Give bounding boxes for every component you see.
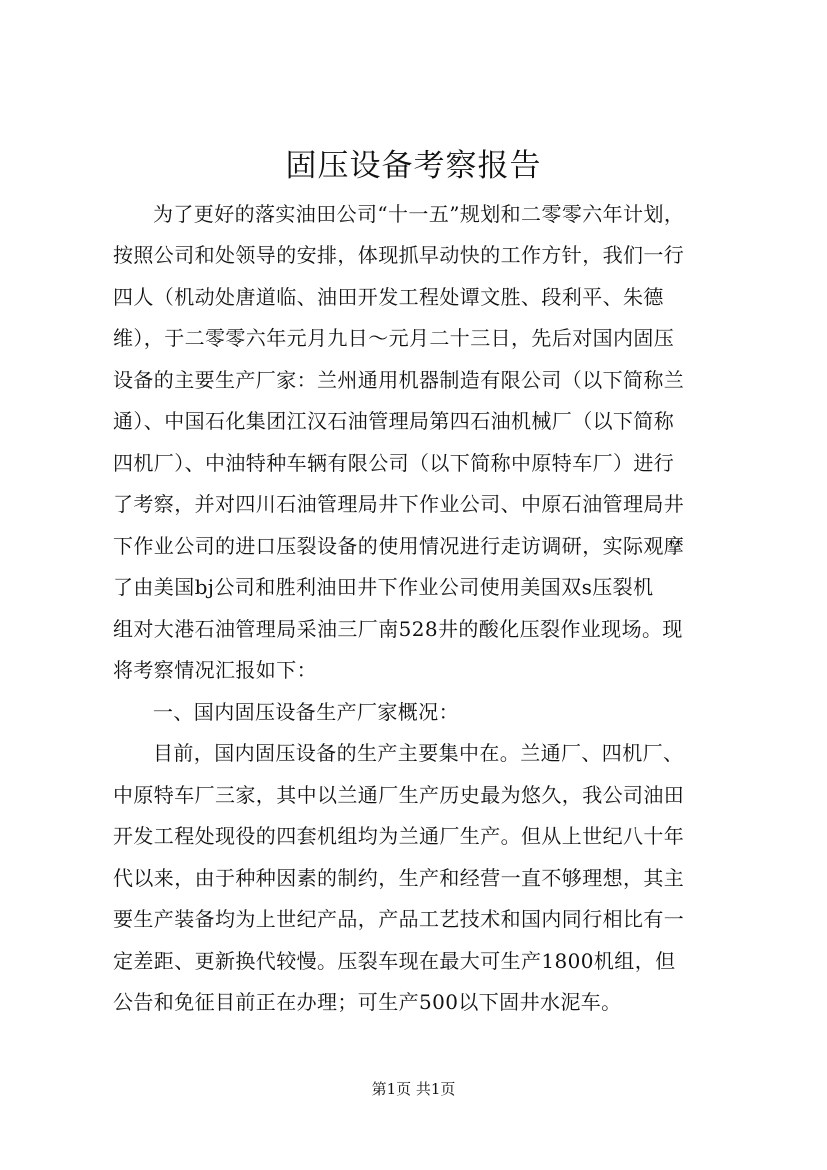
paragraph-line: 要生产装备均为上世纪产品，产品工艺技术和国内同行相比有一 — [113, 907, 685, 931]
paragraph-line: 代以来，由于种种因素的制约，生产和经营一直不够理想，其主 — [113, 866, 685, 890]
paragraph-line: 组对大港石油管理局采油三厂南528井的酸化压裂作业现场。现 — [113, 617, 683, 641]
paragraph-line: 将考察情况汇报如下： — [113, 658, 317, 682]
page-footer: 第1页 共1页 — [371, 1080, 456, 1098]
paragraph-line: 目前，国内固压设备的生产主要集中在。兰通厂、四机厂、 — [153, 741, 684, 765]
paragraph-line: 了考察，并对四川石油管理局井下作业公司、中原石油管理局井 — [113, 492, 685, 516]
paragraph-line: 开发工程处现役的四套机组均为兰通厂生产。但从上世纪八十年 — [113, 824, 685, 848]
section-heading: 一、国内固压设备生产厂家概况： — [153, 700, 459, 724]
paragraph-line: 公告和免征目前正在办理；可生产500以下固井水泥车。 — [113, 990, 622, 1014]
paragraph-line: 了由美国bj公司和胜利油田井下作业公司使用美国双s压裂机 — [113, 575, 654, 599]
paragraph-line: 按照公司和处领导的安排，体现抓早动快的工作方针，我们一行 — [113, 243, 685, 267]
paragraph-line: 下作业公司的进口压裂设备的使用情况进行走访调研，实际观摩 — [113, 534, 685, 558]
paragraph-line: 通）、中国石化集团江汉石油管理局第四石油机械厂（以下简称 — [113, 409, 675, 433]
paragraph-line: 维），于二零零六年元月九日～元月二十三日，先后对国内固压 — [113, 326, 675, 350]
paragraph-line: 四机厂）、中油特种车辆有限公司（以下简称中原特车厂）进行 — [113, 451, 675, 475]
paragraph-line: 中原特车厂三家，其中以兰通厂生产历史最为悠久，我公司油田 — [113, 783, 685, 807]
paragraph-line: 为了更好的落实油田公司“十一五”规划和二零零六年计划， — [153, 202, 685, 226]
paragraph-line: 四人（机动处唐道临、油田开发工程处谭文胜、段利平、朱德 — [113, 285, 664, 309]
document-title: 固压设备考察报告 — [285, 148, 542, 184]
paragraph-line: 设备的主要生产厂家：兰州通用机器制造有限公司（以下简称兰 — [113, 368, 685, 392]
paragraph-line: 定差距、更新换代较慢。压裂车现在最大可生产1800机组，但 — [113, 949, 676, 973]
